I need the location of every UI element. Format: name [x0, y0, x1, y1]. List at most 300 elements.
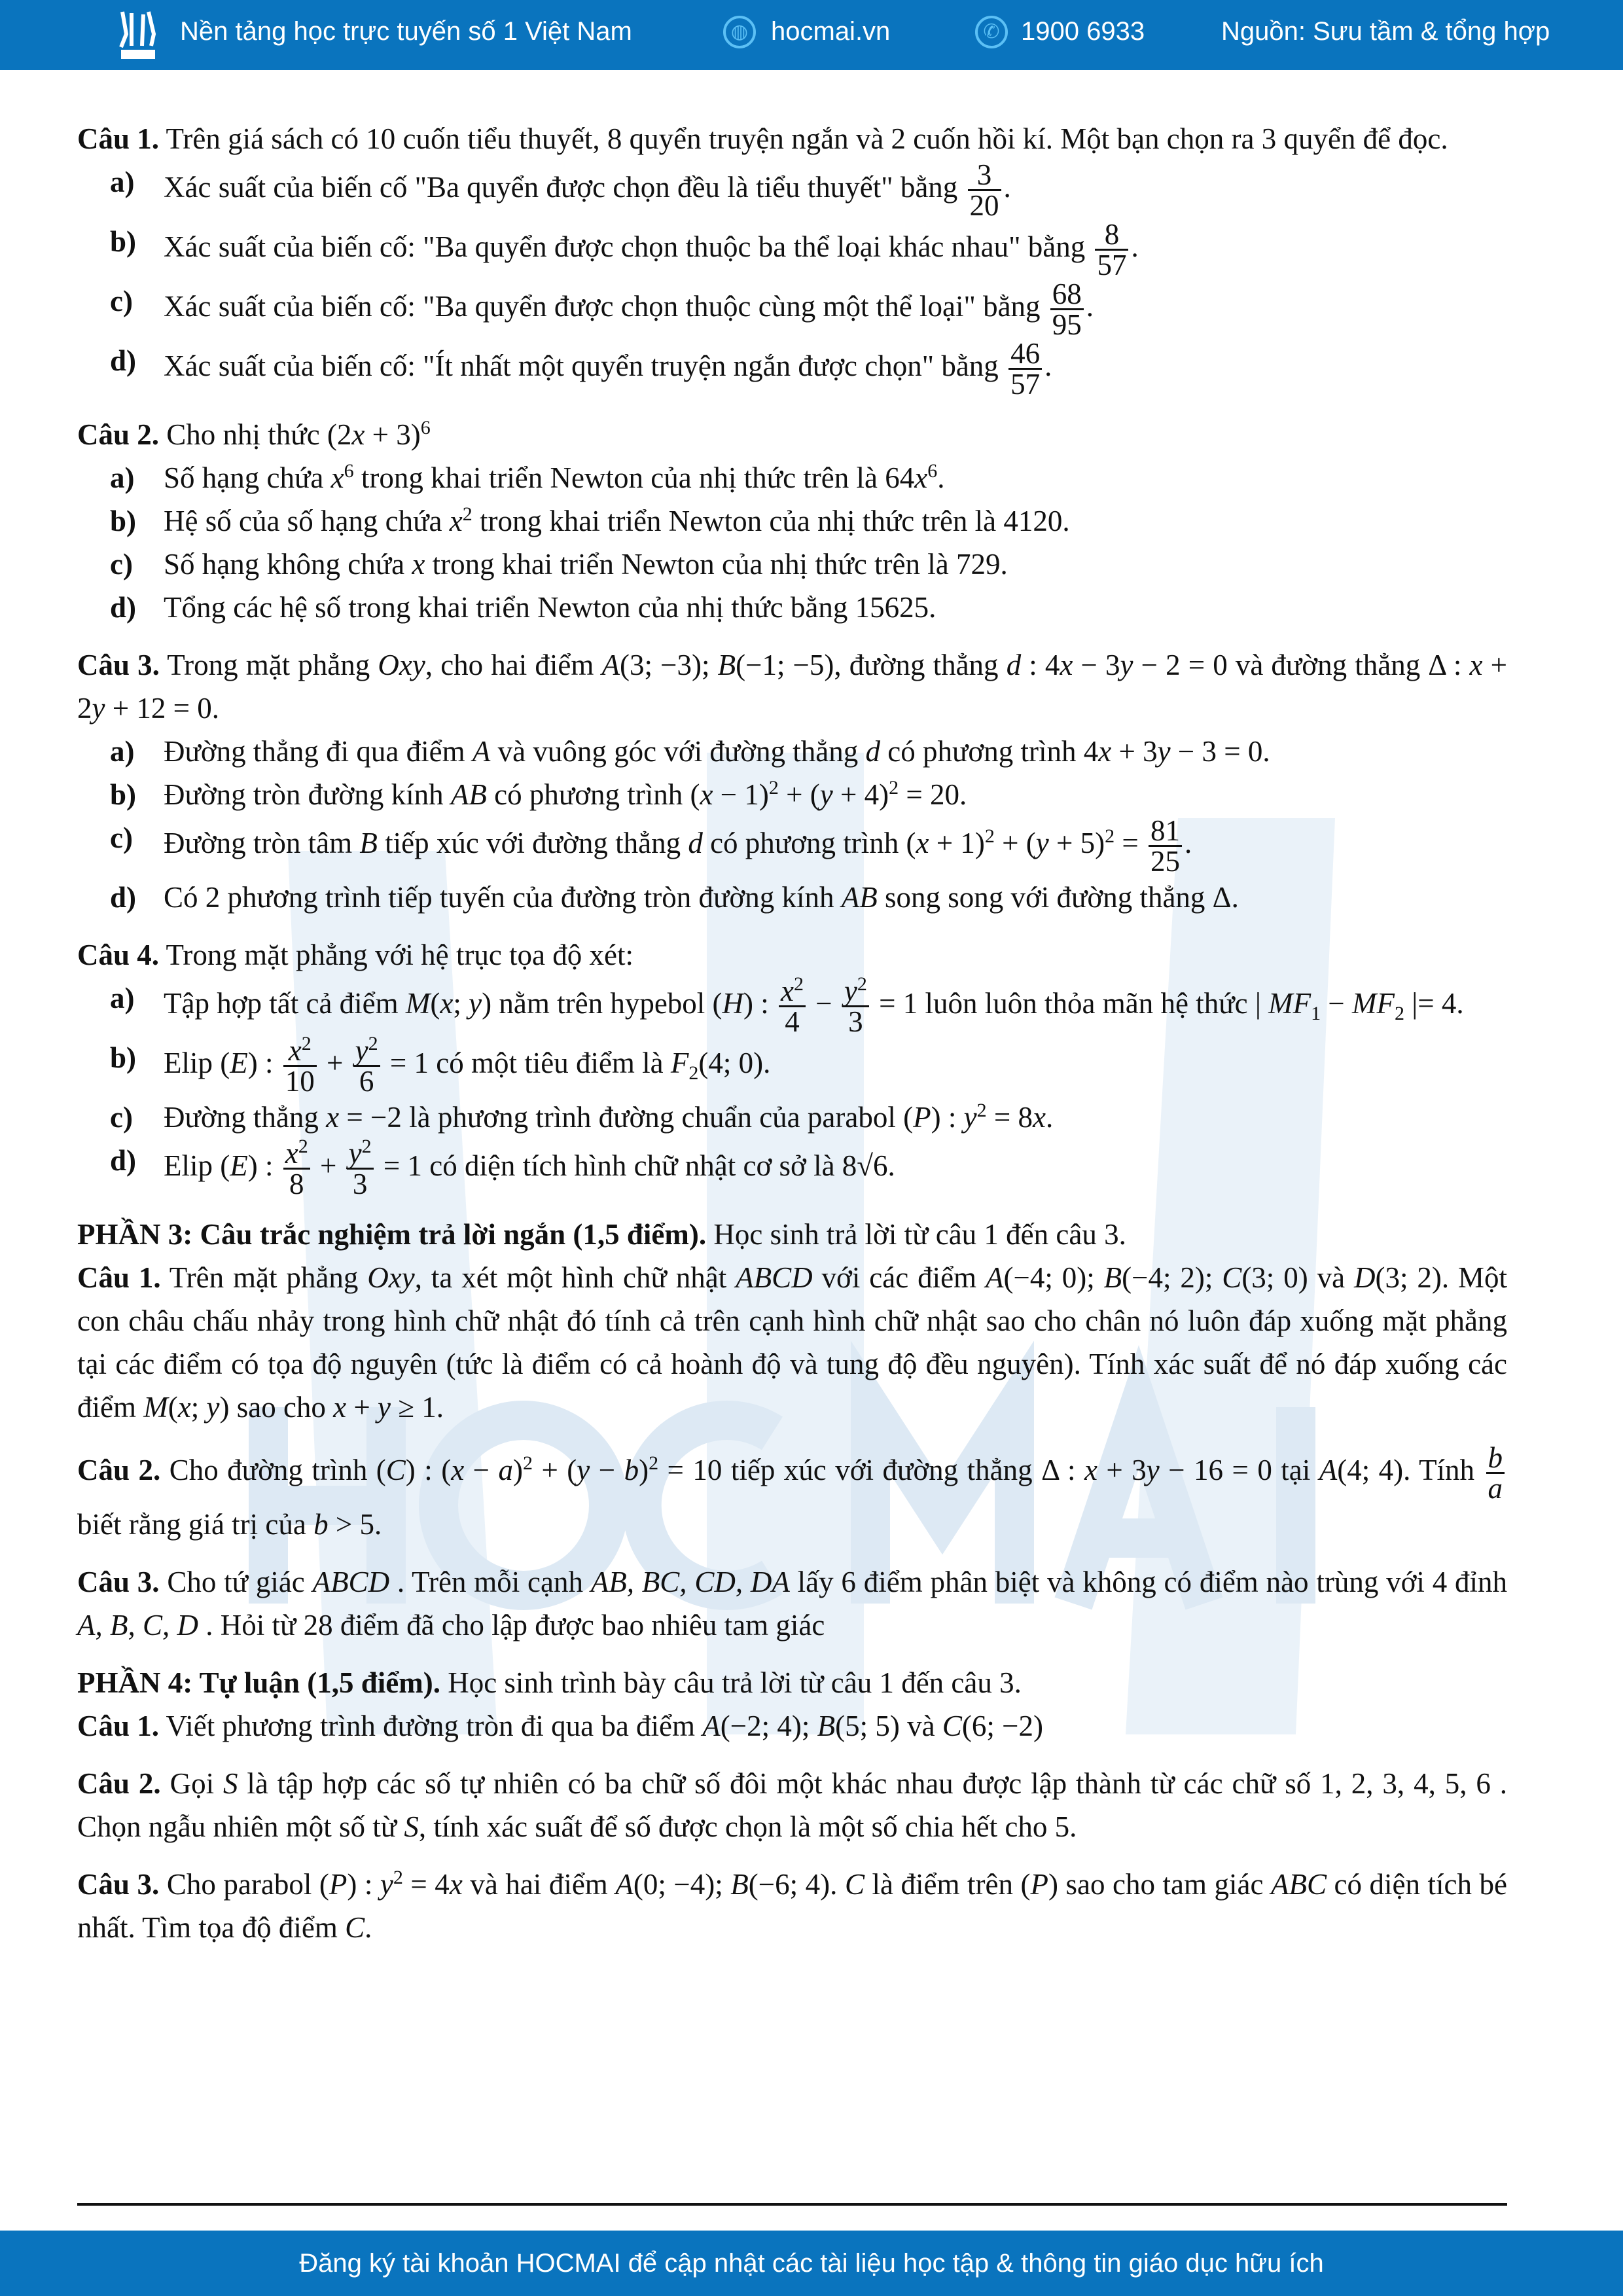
question-block: [77, 1213, 1507, 1429]
text-run: Xác suất của biến cố: "Ba quyển được chọn thuộc cùng một thể loại" bằng: [164, 289, 1048, 323]
text-run: − 1): [713, 778, 769, 811]
option-label: c): [110, 821, 133, 854]
question-label: Câu 1.: [77, 1261, 161, 1294]
math-var: C: [1222, 1261, 1242, 1294]
text-run: Có 2 phương trình tiếp tuyến của đường tròn đường kính: [164, 881, 842, 914]
question-label: Câu 3.: [77, 1868, 160, 1901]
fraction: [842, 973, 869, 1038]
text-run: .: [1131, 230, 1139, 263]
math-var: S: [404, 1810, 419, 1843]
math-var: A: [985, 1261, 1004, 1294]
text-run: −: [590, 1453, 624, 1486]
question-text: [77, 1863, 1507, 1949]
text-run: 95: [1052, 308, 1082, 341]
text-run: + (: [533, 1453, 577, 1486]
text-run: 3: [848, 1005, 863, 1038]
math-var: P: [913, 1101, 931, 1134]
text-run: 8: [289, 1168, 304, 1200]
math-var: y: [469, 986, 482, 1020]
math-var: y: [348, 1137, 362, 1170]
text-run: Đường thẳng: [164, 1101, 327, 1134]
math-var: S: [223, 1767, 238, 1800]
text-run: Gọi: [160, 1767, 223, 1800]
text-run: 6: [359, 1065, 374, 1098]
superscript: 2: [1105, 825, 1115, 847]
text-run: Viết phương trình đường tròn đi qua ba điểm: [159, 1710, 703, 1742]
answer-option: [77, 1096, 1507, 1139]
answer-option: [77, 220, 1507, 279]
text-run: Cho parabol (: [159, 1868, 329, 1901]
math-var: A: [1319, 1453, 1338, 1486]
math-var: P: [1030, 1868, 1048, 1901]
math-var: d: [1006, 649, 1022, 681]
answer-option: [77, 730, 1507, 773]
math-var: M: [143, 1391, 168, 1424]
question-text: [77, 117, 1507, 160]
text-run: = 8: [986, 1101, 1033, 1134]
denominator: [968, 191, 1001, 220]
option-label: d): [110, 1144, 137, 1177]
text-run: : 4: [1021, 649, 1060, 681]
text-run: Tổng các hệ số trong khai triển Newton của nhị thức bằng 15625.: [164, 591, 936, 624]
text-run: là tập hợp các số tự nhiên có ba chữ số đôi một khác nhau được lập thành từ các chữ số 1, 2, 3, 4, 5, 6 . Chọn ngẫu nhiên một số từ: [77, 1767, 1508, 1843]
text-run: 3: [976, 158, 992, 191]
text-run: > 5.: [328, 1508, 382, 1541]
text-run: (0; −4);: [633, 1868, 731, 1901]
denominator: [347, 1170, 374, 1198]
text-run: ) :: [931, 1101, 964, 1134]
text-run: − 3: [1073, 649, 1120, 681]
math-var: x: [449, 505, 463, 537]
math-var: A: [601, 649, 620, 681]
superscript: 2: [368, 1033, 378, 1054]
math-var: ABCD: [736, 1261, 813, 1294]
math-var: x: [1469, 649, 1483, 681]
text-run: ): [639, 1453, 649, 1486]
text-run: ) : (: [405, 1453, 452, 1486]
text-run: .: [1045, 1101, 1054, 1134]
text-run: (: [168, 1391, 178, 1424]
website-link[interactable]: hocmai.vn: [771, 17, 891, 46]
text-run: +: [319, 1046, 351, 1079]
text-run: + 4): [832, 778, 889, 811]
math-var: d: [688, 826, 703, 859]
superscript: 2: [298, 1136, 308, 1157]
math-var: x: [412, 548, 425, 581]
math-var: E: [230, 1149, 248, 1182]
text-run: + 12 = 0.: [105, 692, 219, 725]
math-var: x: [451, 1453, 465, 1486]
fraction: [779, 973, 806, 1038]
answer-option: [77, 973, 1507, 1038]
math-var: d: [865, 735, 881, 768]
math-var: B: [730, 1868, 749, 1901]
text-run: 25: [1150, 845, 1180, 878]
math-var: x: [288, 1034, 302, 1067]
text-run: Đường tròn đường kính: [164, 778, 451, 811]
text-run: ;: [190, 1391, 207, 1424]
math-var: x: [330, 461, 344, 494]
math-var: C: [844, 1868, 865, 1901]
numerator: [1095, 220, 1128, 251]
text-run: ) nằm trên hypebol (: [482, 986, 722, 1020]
question-block: [77, 1863, 1507, 1949]
text-run: ) :: [247, 1046, 281, 1079]
text-run: −: [1321, 986, 1352, 1020]
math-var: x: [700, 778, 713, 811]
denominator: [283, 1067, 317, 1096]
text-run: 8: [1104, 218, 1120, 251]
text-run: biết rằng giá trị của: [77, 1508, 314, 1541]
text-run: ) :: [347, 1868, 380, 1901]
text-run: (−4; 0);: [1003, 1261, 1104, 1294]
math-var: C: [942, 1710, 962, 1742]
fraction: [1008, 339, 1042, 399]
text-run: Cho nhị thức (2: [159, 418, 352, 451]
text-run: (−2; 4);: [720, 1710, 817, 1742]
question-text: [77, 1560, 1507, 1647]
text-run: Xác suất của biến cố: "Ba quyển được chọn thuộc ba thể loại khác nhau" bằng: [164, 230, 1093, 263]
answer-option: [77, 586, 1507, 629]
text-run: + 3): [365, 418, 421, 451]
math-var: ABCD: [312, 1566, 390, 1598]
numerator: [347, 1136, 374, 1170]
numerator: [283, 1136, 310, 1170]
math-var: AB: [450, 778, 487, 811]
answer-option: [77, 1033, 1507, 1098]
math-var: A: [615, 1868, 633, 1901]
hocmai-logo: [108, 8, 167, 60]
math-var: AB: [841, 881, 878, 914]
text-run: Học sinh trả lời từ câu 1 đến câu 3.: [706, 1218, 1126, 1251]
text-run: Trong mặt phẳng: [159, 649, 378, 681]
text-run: có phương trình 4: [880, 735, 1099, 768]
question-block: [77, 933, 1507, 1198]
text-run: Elip (: [164, 1046, 230, 1079]
text-run: và hai điểm: [462, 1868, 616, 1901]
text-run: = 1 luôn luôn thỏa mãn hệ thức |: [871, 986, 1269, 1020]
footer-divider: [77, 2203, 1507, 2206]
text-run: Học sinh trình bày câu trả lời từ câu 1 đến câu 3.: [440, 1666, 1022, 1699]
fraction: [283, 1033, 317, 1098]
text-run: 46: [1010, 337, 1041, 370]
answer-option: [77, 456, 1507, 499]
fraction: [347, 1136, 374, 1200]
text-run: (3; 0) và: [1241, 1261, 1354, 1294]
denominator: [1149, 847, 1182, 876]
text-run: , tính xác suất để số được chọn là một số chia hết cho 5.: [418, 1810, 1077, 1843]
numerator: [779, 973, 806, 1007]
text-run: Cho đường trình (: [160, 1453, 386, 1486]
text-run: (4; 4). Tính: [1337, 1453, 1484, 1486]
question-text: [77, 413, 1507, 456]
math-var: x: [1098, 735, 1112, 768]
math-var: ABC: [1270, 1868, 1327, 1901]
text-run: ) :: [247, 1149, 281, 1182]
denominator: [1050, 310, 1084, 339]
text-run: .: [1044, 349, 1052, 382]
math-var: y: [1157, 735, 1171, 768]
math-var: MF: [1351, 986, 1395, 1020]
math-var: y: [844, 975, 857, 1007]
math-var: y: [963, 1101, 977, 1134]
math-var: y: [819, 778, 833, 811]
math-var: y: [577, 1453, 590, 1486]
math-var: AB, BC, CD, DA: [590, 1566, 790, 1598]
footer-text[interactable]: Đăng ký tài khoản HOCMAI để cập nhật các tài liệu học tập & thông tin giáo dục hữu ích: [299, 2249, 1324, 2278]
header-bar: [0, 0, 1623, 70]
text-run: + 3: [1111, 735, 1158, 768]
question-text: [77, 1704, 1507, 1748]
text-run: là điểm trên (: [864, 1868, 1031, 1901]
question-label: Câu 3.: [77, 649, 160, 681]
text-run: − 16 = 0 tại: [1159, 1453, 1319, 1486]
math-var: y: [92, 692, 105, 725]
option-label: a): [110, 461, 135, 494]
math-var: Oxy: [378, 649, 425, 681]
option-label: b): [110, 505, 137, 537]
question-text: [77, 933, 1507, 977]
text-run: Cho tứ giác: [159, 1566, 313, 1598]
text-run: song song với đường thẳng Δ.: [877, 881, 1239, 914]
text-run: Đường thẳng đi qua điểm: [164, 735, 473, 768]
text-run: ) sao cho tam giác: [1048, 1868, 1271, 1901]
math-var: x: [781, 975, 794, 1007]
text-run: 81: [1150, 814, 1180, 847]
text-run: .: [1184, 826, 1192, 859]
math-var: b: [1488, 1441, 1503, 1474]
text-run: + 1): [929, 826, 985, 859]
math-var: x: [1060, 649, 1073, 681]
superscript: 2: [889, 777, 899, 798]
text-run: = −2 là phương trình đường chuẩn của parabol (: [339, 1101, 914, 1134]
text-run: có diện tích bé nhất. Tìm tọa độ điểm: [77, 1868, 1507, 1944]
math-var: y: [1120, 649, 1133, 681]
numerator: [1149, 816, 1182, 847]
question-label: Câu 2.: [77, 418, 160, 451]
numerator: [1486, 1443, 1505, 1474]
text-run: .: [1086, 289, 1094, 323]
question-block: [77, 643, 1507, 919]
question-text: [77, 643, 1507, 730]
text-run: (: [430, 986, 440, 1020]
text-run: (−6; 4).: [748, 1868, 845, 1901]
option-label: d): [110, 344, 137, 377]
question-block: [77, 117, 1507, 399]
question-label: Câu 2.: [77, 1767, 161, 1800]
question-label: Câu 1.: [77, 1710, 160, 1742]
math-var: F: [670, 1046, 689, 1079]
math-var: A, B, C, D: [77, 1609, 198, 1641]
math-var: x: [351, 418, 365, 451]
numerator: [1050, 279, 1084, 310]
math-var: E: [230, 1046, 248, 1079]
superscript: 2: [794, 973, 804, 995]
option-label: b): [110, 778, 137, 811]
superscript: 6: [344, 460, 354, 482]
option-label: c): [110, 548, 133, 581]
question-label: Câu 2.: [77, 1453, 161, 1486]
question-label: PHẦN 3: Câu trắc nghiệm trả lời ngắn (1,5 điểm).: [77, 1218, 707, 1251]
math-var: a: [498, 1453, 513, 1486]
option-label: b): [110, 1041, 137, 1074]
text-run: = 20.: [899, 778, 967, 811]
text-run: +: [312, 1149, 344, 1182]
text-run: + 2: [77, 649, 1507, 725]
math-var: C: [345, 1911, 365, 1944]
question-block: [77, 1762, 1507, 1848]
math-var: B: [817, 1710, 836, 1742]
superscript: 2: [301, 1033, 312, 1054]
fraction: [353, 1033, 380, 1098]
text-run: 4: [785, 1005, 800, 1038]
text-run: có phương trình (: [486, 778, 700, 811]
text-run: với các điểm: [812, 1261, 986, 1294]
fraction: [1095, 220, 1128, 279]
question-label: Câu 3.: [77, 1566, 160, 1598]
text-run: trong khai triển Newton của nhị thức trên là 729.: [425, 548, 1008, 581]
superscript: 2: [976, 1100, 987, 1121]
subscript: 1: [1311, 1002, 1321, 1024]
text-run: 68: [1052, 278, 1082, 310]
math-var: y: [380, 1868, 393, 1901]
numerator: [968, 160, 1001, 191]
text-run: ;: [453, 986, 469, 1020]
text-run: 3: [352, 1168, 368, 1200]
math-var: a: [1488, 1472, 1503, 1505]
text-run: Trên mặt phẳng: [160, 1261, 368, 1294]
question-text: [77, 1661, 1507, 1704]
numerator: [283, 1033, 317, 1067]
math-var: H: [722, 986, 744, 1020]
text-run: . Hỏi từ 28 điểm đã cho lập được bao nhiêu tam giác: [198, 1609, 825, 1641]
text-run: + (: [778, 778, 820, 811]
text-run: +: [346, 1391, 378, 1424]
text-run: − 2 = 0 và đường thẳng Δ :: [1133, 649, 1470, 681]
option-label: a): [110, 166, 135, 198]
text-run: .: [937, 461, 945, 494]
document-body: [77, 117, 1507, 1964]
superscript: 2: [462, 503, 473, 525]
text-run: 10: [285, 1065, 315, 1098]
header-tagline: Nền tảng học trực tuyến số 1 Việt Nam: [180, 17, 632, 46]
text-run: Hệ số của số hạng chứa: [164, 505, 450, 537]
superscript: 2: [523, 1452, 533, 1474]
text-run: 57: [1010, 368, 1041, 401]
text-run: , ta xét một hình chữ nhật: [414, 1261, 736, 1294]
globe-icon: ◍: [723, 16, 756, 48]
text-run: Tập hợp tất cả điểm: [164, 986, 406, 1020]
text-run: Elip (: [164, 1149, 230, 1182]
denominator: [842, 1007, 869, 1036]
answer-option: [77, 499, 1507, 543]
math-var: b: [313, 1508, 329, 1541]
math-var: B: [359, 826, 378, 859]
question-text: [77, 1762, 1507, 1848]
text-run: lấy 6 điểm phân biệt và không có điểm nào trùng với 4 đỉnh: [789, 1566, 1507, 1598]
math-var: y: [378, 1391, 391, 1424]
denominator: [779, 1007, 806, 1036]
question-text: [77, 1443, 1507, 1546]
text-run: = 4: [402, 1868, 450, 1901]
answer-option: [77, 1136, 1507, 1200]
math-var: x: [326, 1101, 340, 1134]
answer-option: [77, 279, 1507, 339]
question-label: Câu 1.: [77, 122, 160, 155]
text-run: + 5): [1048, 826, 1105, 859]
denominator: [283, 1170, 310, 1198]
math-var: x: [285, 1137, 298, 1170]
option-label: a): [110, 735, 135, 768]
math-var: x: [449, 1868, 463, 1901]
text-run: (−1; −5), đường thẳng: [736, 649, 1007, 681]
text-run: (3; −3);: [619, 649, 718, 681]
fraction: [1050, 279, 1084, 339]
text-run: − 3 = 0.: [1170, 735, 1270, 768]
math-var: x: [916, 826, 929, 859]
fraction: [1486, 1443, 1505, 1503]
math-var: C: [385, 1453, 406, 1486]
text-run: , cho hai điểm: [425, 649, 602, 681]
text-run: (5; 5) và: [835, 1710, 942, 1742]
answer-option: [77, 543, 1507, 586]
question-label: PHẦN 4: Tự luận (1,5 điểm).: [77, 1666, 440, 1699]
phone-number[interactable]: 1900 6933: [1021, 17, 1145, 46]
text-run: + 3: [1097, 1453, 1147, 1486]
math-var: M: [405, 986, 431, 1020]
question-label: Câu 4.: [77, 939, 160, 971]
numerator: [842, 973, 869, 1007]
text-run: =: [1115, 826, 1146, 859]
source-note: Nguồn: Sưu tầm & tổng hợp: [1221, 17, 1550, 46]
subscript: 2: [1394, 1002, 1404, 1024]
math-var: y: [206, 1391, 220, 1424]
math-var: MF: [1268, 986, 1311, 1020]
question-block: [77, 413, 1507, 629]
numerator: [353, 1033, 380, 1067]
text-run: (3; 2). Một con châu chấu nhảy trong hình chữ nhật đó tính cả trên cạnh hình chữ nhật sao cho chân nó luôn đáp xuống mặt phẳng tại các điểm có tọa độ nguyên (tức là điểm có cả hoành độ và tung độ đều nguyên). Tính xác suất để nó đáp xuống các điểm: [77, 1261, 1508, 1424]
question-block: [77, 1443, 1507, 1546]
fraction: [1149, 816, 1182, 876]
text-run: ≥ 1.: [391, 1391, 444, 1424]
math-var: y: [1146, 1453, 1160, 1486]
superscript: 2: [857, 973, 867, 995]
option-label: c): [110, 1101, 133, 1134]
fraction: [283, 1136, 310, 1200]
option-label: a): [110, 982, 135, 1014]
text-run: ): [513, 1453, 523, 1486]
text-run: có phương trình (: [702, 826, 916, 859]
text-run: + (: [994, 826, 1036, 859]
math-var: D: [1353, 1261, 1376, 1294]
math-var: Oxy: [367, 1261, 415, 1294]
text-run: = 1 có diện tích hình chữ nhật cơ sở là 8√6.: [376, 1149, 895, 1182]
text-run: trong khai triển Newton của nhị thức trên là 4120.: [472, 505, 1070, 537]
text-run: |= 4.: [1404, 986, 1464, 1020]
superscript: 6: [420, 417, 431, 439]
superscript: 2: [649, 1452, 659, 1474]
text-run: ) sao cho: [219, 1391, 334, 1424]
math-var: A: [702, 1710, 721, 1742]
text-run: = 10 tiếp xúc với đường thẳng Δ :: [658, 1453, 1084, 1486]
math-var: B: [717, 649, 736, 681]
answer-option: [77, 876, 1507, 919]
question-block: [77, 1661, 1507, 1748]
denominator: [353, 1067, 380, 1096]
superscript: 2: [768, 777, 779, 798]
math-var: x: [177, 1391, 191, 1424]
text-run: (−4; 2);: [1122, 1261, 1222, 1294]
